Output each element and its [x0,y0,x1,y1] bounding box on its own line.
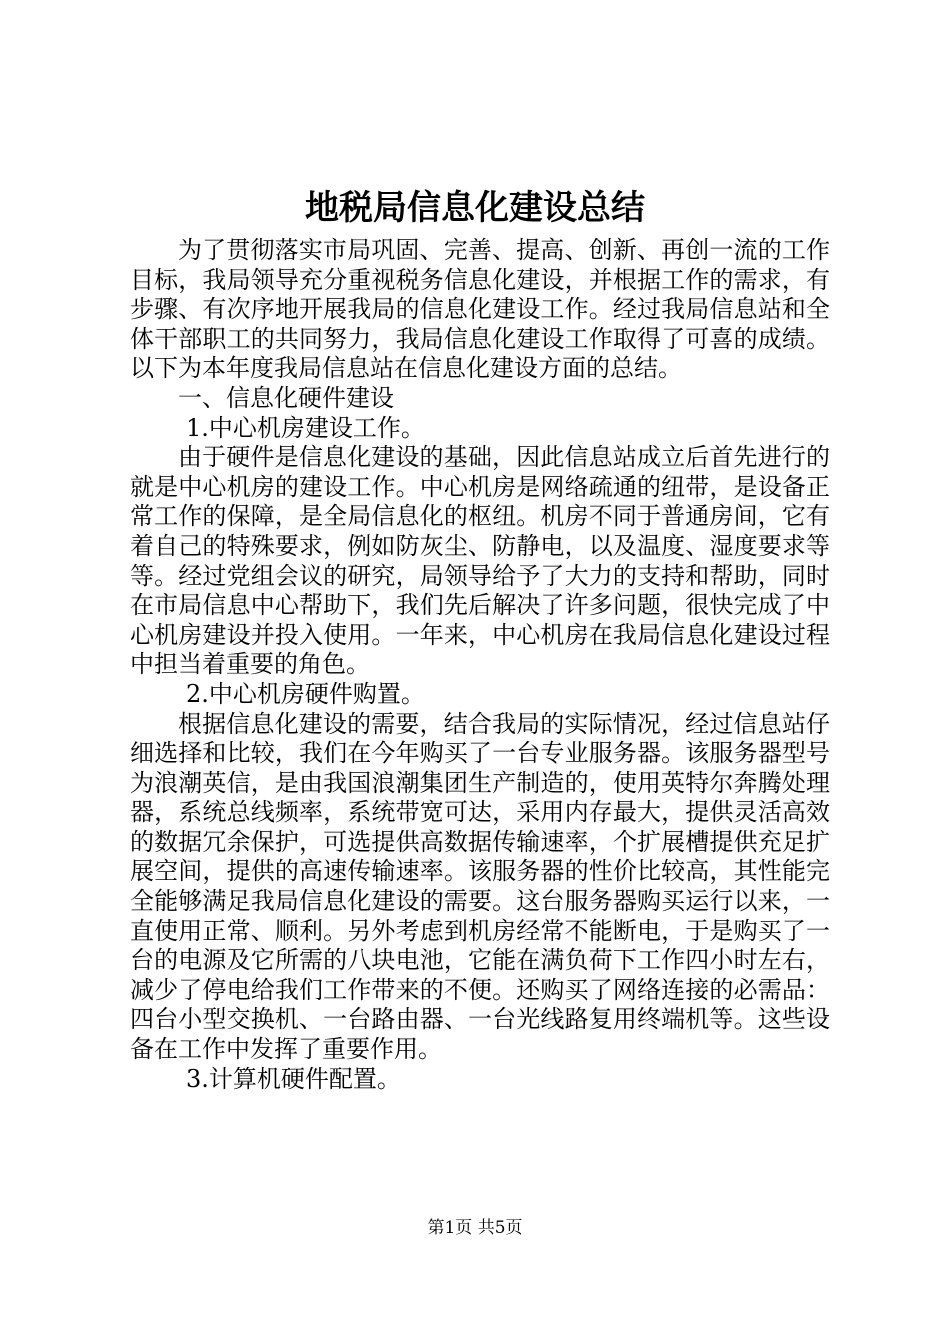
page-footer: 第1页 共5页 [427,1218,523,1238]
paragraph-machine-room-purchase: 根据信息化建设的需要，结合我局的实际情况，经过信息站仔细选择和比较，我们在今年购买了一台专业服务器。该服务器型号为浪潮英信，是由我国浪潮集团生产制造的，使用英特尔奔腾处理器，系统总线频率，系统带宽可达，采用内存最大，提供灵活高效的数据冗余保护，可选提供高数据传输速率，个扩展槽提供充足扩展空间，提供的高速传输速率。该服务器的性价比较高，其性能完全能够满足我局信息化建设的需要。这台服务器购买运行以来，一直使用正常、顺利。另外考虑到机房经常不能断电，于是购买了一台的电源及它所需的八块电池，它能在满负荷下工作四小时左右，减少了停电给我们工作带来的不便。还购买了网络连接的必需品：四台小型交换机、一台路由器、一台光线路复用终端机等。这些设备在工作中发挥了重要作用。 [130,709,830,1064]
document-title: 地税局信息化建设总结 [305,188,645,228]
paragraph-machine-room-construction: 由于硬件是信息化建设的基础，因此信息站成立后首先进行的就是中心机房的建设工作。中心机房是网络疏通的纽带，是设备正常工作的保障，是全局信息化的枢纽。机房不同于普通房间，它有着自己的特殊要求，例如防灰尘、防静电，以及温度、湿度要求等等。经过党组会议的研究，局领导给予了大力的支持和帮助，同时在市局信息中心帮助下，我们先后解决了许多问题，很快完成了中心机房建设并投入使用。一年来，中心机房在我局信息化建设过程中担当着重要的角色。 [130,443,830,679]
intro-paragraph: 为了贯彻落实市局巩固、完善、提高、创新、再创一流的工作目标，我局领导充分重视税务信息化建设，并根据工作的需求，有步骤、有次序地开展我局的信息化建设工作。经过我局信息站和全体干部职工的共同努力，我局信息化建设工作取得了可喜的成绩。以下为本年度我局信息站在信息化建设方面的总结。 [130,236,830,383]
section-heading-hardware: 一、信息化硬件建设 [178,383,394,412]
subheading-machine-room-purchase: 2.中心机房硬件购置。 [186,679,425,708]
document-body [130,236,830,1094]
subheading-computer-configuration: 3.计算机硬件配置。 [186,1064,401,1093]
subheading-machine-room-construction: 1.中心机房建设工作。 [186,413,425,442]
